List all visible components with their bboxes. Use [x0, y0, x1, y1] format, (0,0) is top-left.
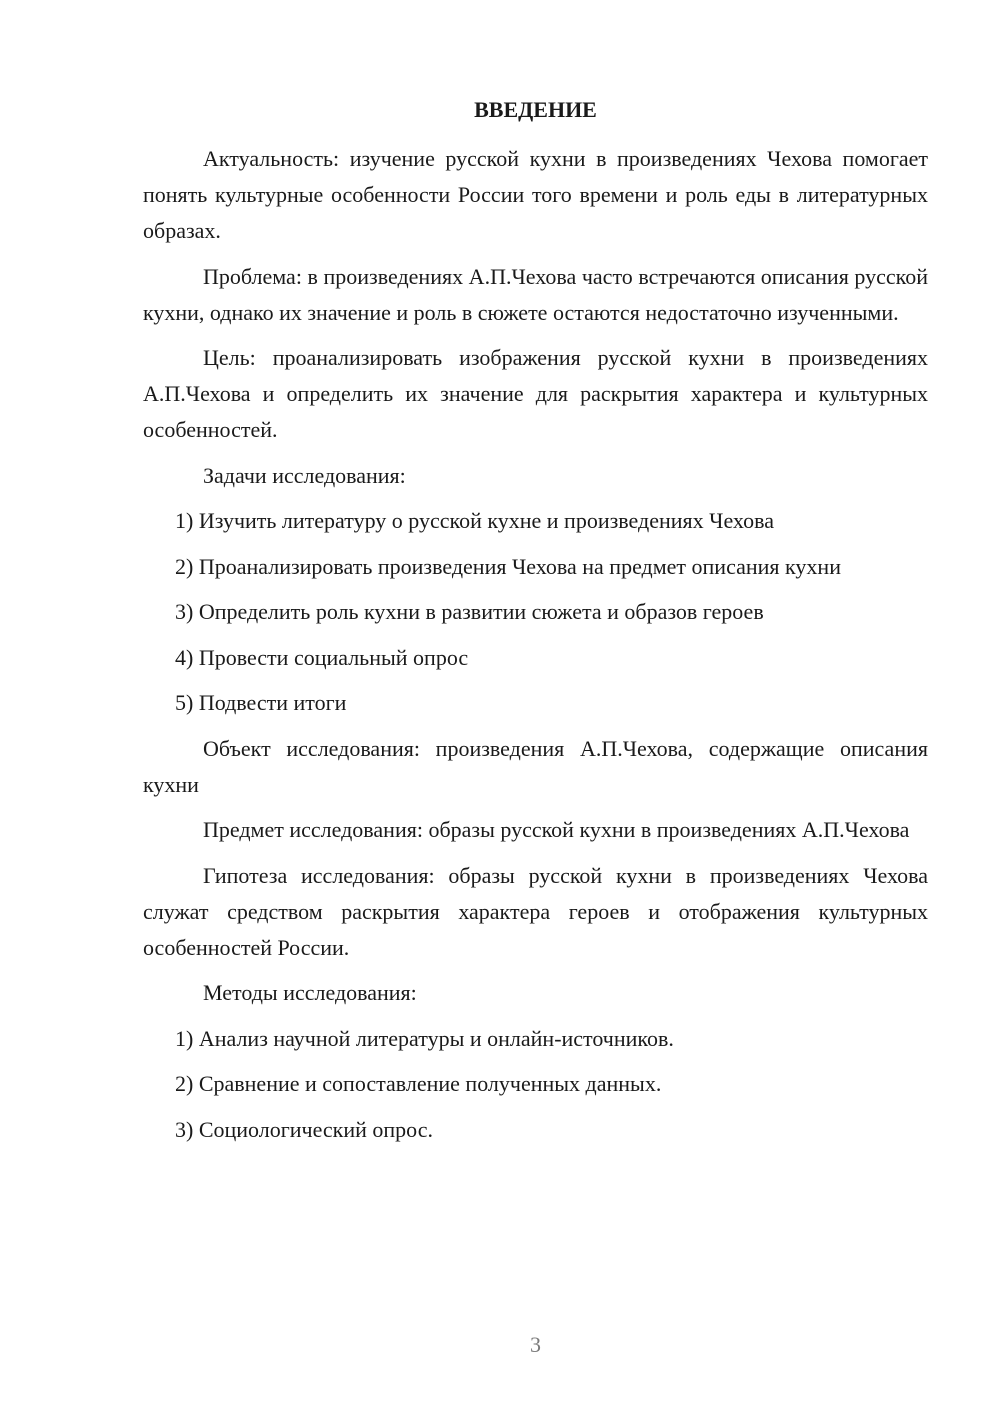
- task-item-1: 1) Изучить литературу о русской кухне и произведениях Чехова: [175, 508, 774, 533]
- task-item-5: 5) Подвести итоги: [175, 690, 347, 715]
- task-item-4: 4) Провести социальный опрос: [175, 644, 469, 670]
- task-item-3: 3) Определить роль кухни в развитии сюжета и образов героев: [175, 599, 764, 624]
- document-page: [143, 0, 928, 1414]
- paragraph-subject: Предмет исследования: образы русской кухни в произведениях А.П.Чехова: [203, 817, 910, 842]
- method-item-3: 3) Социологический опрос.: [175, 1116, 433, 1142]
- task-item-2: 2) Проанализировать произведения Чехова на предмет описания кухни: [175, 553, 841, 579]
- section-heading: ВВЕДЕНИЕ: [474, 97, 597, 122]
- paragraph-problem: Проблема: в произведениях А.П.Чехова часто встречаются описания русской кухни, однако их значение и роль в сюжете остаются недостаточно изученными.: [143, 263, 928, 325]
- paragraph-relevance: Актуальность: изучение русской кухни в произведениях Чехова помогает понять культурные особенности России того времени и роль еды в литературных образах.: [143, 146, 928, 243]
- paragraph-goal: Цель: проанализировать изображения русской кухни в произведениях А.П.Чехова и определить их значение для раскрытия характера и культурных особенностей.: [143, 345, 928, 442]
- tasks-title: Задачи исследования:: [203, 462, 406, 488]
- page-number: 3: [530, 1332, 541, 1357]
- method-item-2: 2) Сравнение и сопоставление полученных данных.: [175, 1071, 662, 1096]
- introduction-body: [143, 141, 928, 1157]
- paragraph-object: Объект исследования: произведения А.П.Чехова, содержащие описания кухни: [143, 735, 928, 797]
- paragraph-hypothesis: Гипотеза исследования: образы русской кухни в произведениях Чехова служат средством раскрытия характера героев и отображения культурных особенностей России.: [143, 862, 928, 960]
- method-item-1: 1) Анализ научной литературы и онлайн-источников.: [175, 1025, 674, 1051]
- methods-title: Методы исследования:: [203, 980, 417, 1005]
